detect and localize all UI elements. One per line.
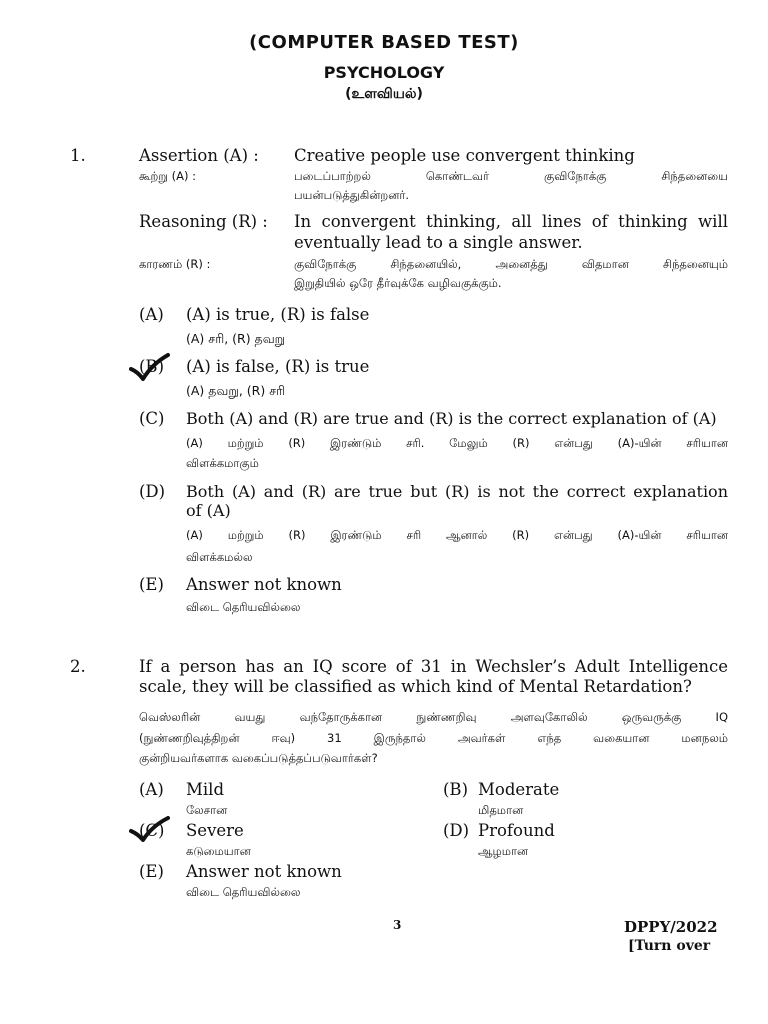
q1-option-d-text-line2: of (A): [186, 501, 231, 520]
subject-heading-tamil: (உளவியல்): [345, 86, 423, 102]
q1-option-d-tamil-line1: (A) மற்றும் (R) இரண்டும் சரி ஆனால் (R) என்பது (A)-யின் சரியான: [186, 528, 728, 542]
question-1-number: 1.: [70, 146, 86, 165]
q1-option-d-label: (D): [139, 482, 166, 501]
question-2-number: 2.: [70, 657, 86, 676]
q1-option-a-label: (A): [139, 305, 164, 324]
q2-option-c-text: Severe: [186, 821, 244, 840]
assertion-label: Assertion (A) :: [139, 146, 259, 165]
q1-option-b-label: (B): [139, 357, 164, 376]
subject-heading: PSYCHOLOGY: [323, 63, 445, 82]
q1-option-c-text: Both (A) and (R) are true and (R) is the correct explanation of (A): [186, 409, 717, 428]
assertion-text: Creative people use convergent thinking: [294, 146, 635, 165]
q1-option-a-tamil: (A) சரி, (R) தவறு: [186, 331, 286, 346]
question-2-tamil-line1: வெஸ்லரின் வயது வந்தோருக்கான நுண்ணறிவு அளவுகோலில் ஒருவருக்கு IQ: [139, 710, 728, 724]
q1-option-a-text: (A) is true, (R) is false: [186, 305, 370, 324]
q2-option-b-text: Moderate: [478, 780, 560, 799]
paper-code: DPPY/2022: [624, 918, 718, 936]
q1-option-c-tamil-line1: (A) மற்றும் (R) இரண்டும் சரி. மேலும் (R) என்பது (A)-யின் சரியான: [186, 436, 728, 450]
q2-option-e-text: Answer not known: [186, 862, 342, 881]
q2-option-d-text: Profound: [478, 821, 555, 840]
q2-option-a-label: (A): [139, 780, 164, 799]
q2-option-b-label: (B): [443, 780, 468, 799]
reason-line2: eventually lead to a single answer.: [294, 233, 583, 252]
q2-option-c-label: (C): [139, 821, 165, 840]
q1-option-e-text: Answer not known: [186, 575, 342, 594]
question-2-tamil-line2: (நுண்ணறிவுத்திறன் ஈவு) 31 இருந்தால் அவர்கள் எந்த வகையான மனநலம்: [139, 731, 728, 745]
reason-label-tamil: காரணம் (R) :: [139, 257, 211, 271]
reason-tamil-line1: குவிநோக்கு சிந்தனையில், அனைத்து விதமான சிந்தனையும்: [294, 257, 728, 271]
reason-line1: In convergent thinking, all lines of thinking will: [294, 212, 728, 231]
assertion-tamil-line1: படைப்பாற்றல் கொண்டவர் குவிநோக்கு சிந்தனையை: [294, 169, 728, 183]
q2-option-d-label: (D): [443, 821, 470, 840]
checkmark-icon: [128, 352, 172, 382]
q1-option-b-tamil: (A) தவறு, (R) சரி: [186, 383, 286, 398]
q2-option-a-tamil: லேசான: [186, 803, 228, 817]
q1-option-c-label: (C): [139, 409, 165, 428]
reason-tamil-line2: இறுதியில் ஒரே தீர்வுக்கே வழிவகுக்கும்.: [294, 276, 502, 290]
q2-option-c-tamil: கடுமையான: [186, 844, 251, 858]
assertion-label-tamil: கூற்று (A) :: [139, 169, 197, 183]
test-type-heading: (COMPUTER BASED TEST): [249, 32, 519, 53]
page-number: 3: [393, 918, 402, 932]
reason-label: Reasoning (R) :: [139, 212, 268, 231]
question-2-text-line1: If a person has an IQ score of 31 in Wechsler’s Adult Intelligence: [139, 657, 728, 676]
q2-option-a-text: Mild: [186, 780, 225, 799]
q2-option-d-tamil: ஆழமான: [478, 844, 529, 858]
q1-option-e-tamil: விடை தெரியவில்லை: [186, 600, 301, 614]
checkmark-icon: [128, 815, 172, 845]
question-2-tamil-line3: குன்றியவர்களாக வகைப்படுத்தப்படுவார்கள்?: [139, 751, 378, 765]
assertion-tamil-line2: பயன்படுத்துகின்றனர்.: [294, 188, 410, 202]
question-2-text-line2: scale, they will be classified as which kind of Mental Retardation?: [139, 677, 692, 696]
q1-option-e-label: (E): [139, 575, 164, 594]
q1-option-c-tamil-line2: விளக்கமாகும்: [186, 456, 259, 470]
q2-option-e-label: (E): [139, 862, 164, 881]
q2-option-e-tamil: விடை தெரியவில்லை: [186, 885, 301, 899]
q2-option-b-tamil: மிதமான: [478, 803, 524, 817]
q1-option-d-text-line1: Both (A) and (R) are true but (R) is not the correct explanation: [186, 482, 728, 501]
turn-over-note: [Turn over: [628, 938, 711, 954]
q1-option-b-text: (A) is false, (R) is true: [186, 357, 370, 376]
q1-option-d-tamil-line2: விளக்கமல்ல: [186, 550, 253, 564]
